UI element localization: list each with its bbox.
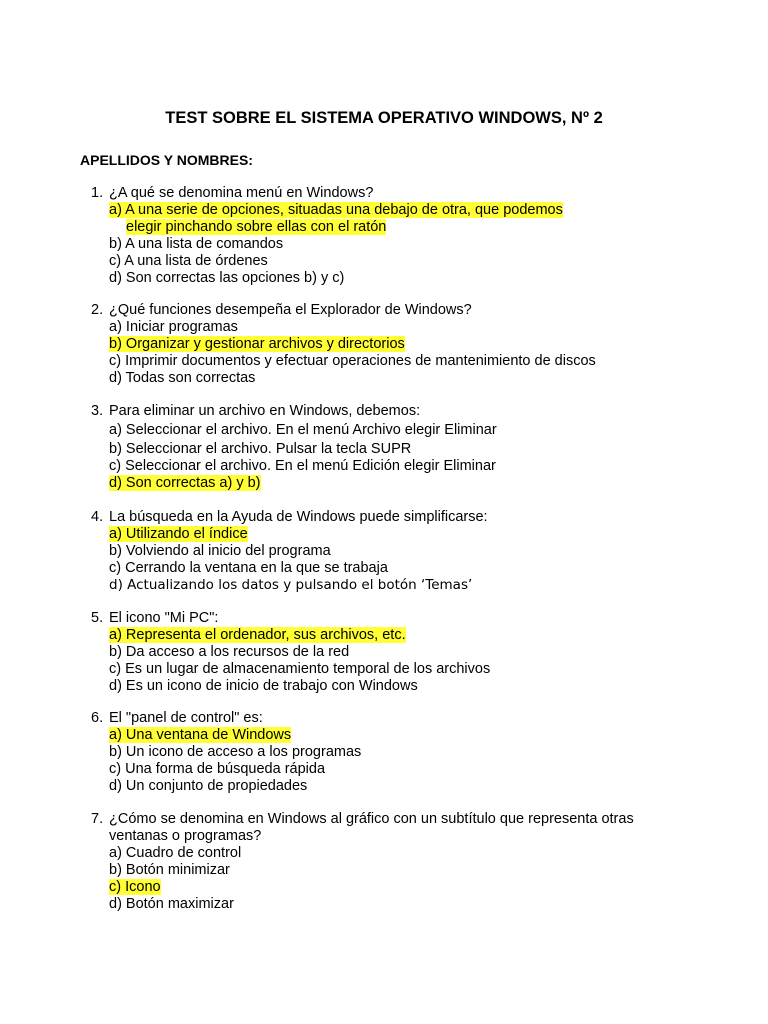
option-c: c) Imprimir documentos y efectuar operaciones de mantenimiento de discos bbox=[109, 353, 596, 369]
option-text-highlighted: b) Organizar y gestionar archivos y directorios bbox=[109, 336, 405, 352]
question-text-continued: ventanas o programas? bbox=[109, 828, 262, 844]
option-text-highlighted: a) Representa el ordenador, sus archivos, etc. bbox=[109, 627, 406, 643]
question-5 bbox=[91, 610, 731, 695]
option-b: b) A una lista de comandos bbox=[109, 236, 284, 252]
option-c bbox=[91, 879, 731, 896]
question-6 bbox=[91, 710, 731, 795]
option-b: b) Volviendo al inicio del programa bbox=[109, 543, 331, 559]
option-text-highlighted: a) Una ventana de Windows bbox=[109, 727, 292, 743]
option-c: c) Cerrando la ventana en la que se trabaja bbox=[109, 560, 388, 576]
option-a bbox=[91, 526, 731, 543]
option-c: c) Es un lugar de almacenamiento temporal de los archivos bbox=[109, 661, 491, 677]
option-text-highlighted: d) Son correctas a) y b) bbox=[109, 475, 261, 491]
option-c: c) Seleccionar el archivo. En el menú Edición elegir Eliminar bbox=[109, 458, 496, 474]
question-number: 5. bbox=[91, 610, 104, 626]
option-d: d) Botón maximizar bbox=[109, 896, 234, 912]
option-text-highlighted: c) Icono bbox=[109, 879, 161, 895]
option-c: c) A una lista de órdenes bbox=[109, 253, 268, 269]
question-7 bbox=[91, 811, 731, 913]
option-c: c) Una forma de búsqueda rápida bbox=[109, 761, 326, 777]
question-number: 7. bbox=[91, 811, 104, 827]
option-d: d) Son correctas las opciones b) y c) bbox=[109, 270, 345, 286]
option-d: d) Actualizando los datos y pulsando el botón ‘Temas’ bbox=[109, 577, 473, 593]
option-b: b) Seleccionar el archivo. Pulsar la tecla SUPR bbox=[109, 441, 412, 457]
question-text: El icono "Mi PC": bbox=[109, 610, 219, 626]
question-text: ¿Cómo se denomina en Windows al gráfico con un subtítulo que representa otras bbox=[109, 811, 634, 827]
option-b: b) Botón minimizar bbox=[109, 862, 230, 878]
question-text: ¿A qué se denomina menú en Windows? bbox=[109, 185, 374, 201]
option-a: a) Cuadro de control bbox=[109, 845, 242, 861]
option-text-highlighted: a) A una serie de opciones, situadas una debajo de otra, que podemos bbox=[109, 202, 563, 218]
option-a bbox=[91, 202, 731, 236]
question-number: 6. bbox=[91, 710, 104, 726]
question-text: ¿Qué funciones desempeña el Explorador de Windows? bbox=[109, 302, 472, 318]
option-b: b) Da acceso a los recursos de la red bbox=[109, 644, 350, 660]
question-number: 2. bbox=[91, 302, 104, 318]
question-text: El "panel de control" es: bbox=[109, 710, 263, 726]
names-field-label: APELLIDOS Y NOMBRES: bbox=[80, 152, 253, 168]
option-a: a) Seleccionar el archivo. En el menú Archivo elegir Eliminar bbox=[109, 422, 497, 438]
question-number: 3. bbox=[91, 403, 104, 419]
option-d bbox=[91, 475, 731, 492]
option-a: a) Iniciar programas bbox=[109, 319, 238, 335]
option-a bbox=[91, 627, 731, 644]
question-number: 1. bbox=[91, 185, 104, 201]
option-text-continued: elegir pinchando sobre ellas con el ratón bbox=[126, 219, 387, 235]
option-d: d) Todas son correctas bbox=[109, 370, 256, 386]
option-d: d) Un conjunto de propiedades bbox=[109, 778, 308, 794]
option-a bbox=[91, 727, 731, 744]
option-b bbox=[91, 336, 731, 353]
option-text-highlighted: a) Utilizando el índice bbox=[109, 526, 248, 542]
question-3 bbox=[91, 403, 731, 492]
question-2 bbox=[91, 302, 731, 387]
question-text: La búsqueda en la Ayuda de Windows puede simplificarse: bbox=[109, 509, 488, 525]
page-title: TEST SOBRE EL SISTEMA OPERATIVO WINDOWS, Nº 2 bbox=[165, 109, 603, 127]
question-1 bbox=[91, 185, 731, 287]
question-4 bbox=[91, 509, 731, 594]
option-b: b) Un icono de acceso a los programas bbox=[109, 744, 362, 760]
option-d: d) Es un icono de inicio de trabajo con Windows bbox=[109, 678, 418, 694]
question-number: 4. bbox=[91, 509, 104, 525]
question-text: Para eliminar un archivo en Windows, debemos: bbox=[109, 403, 421, 419]
